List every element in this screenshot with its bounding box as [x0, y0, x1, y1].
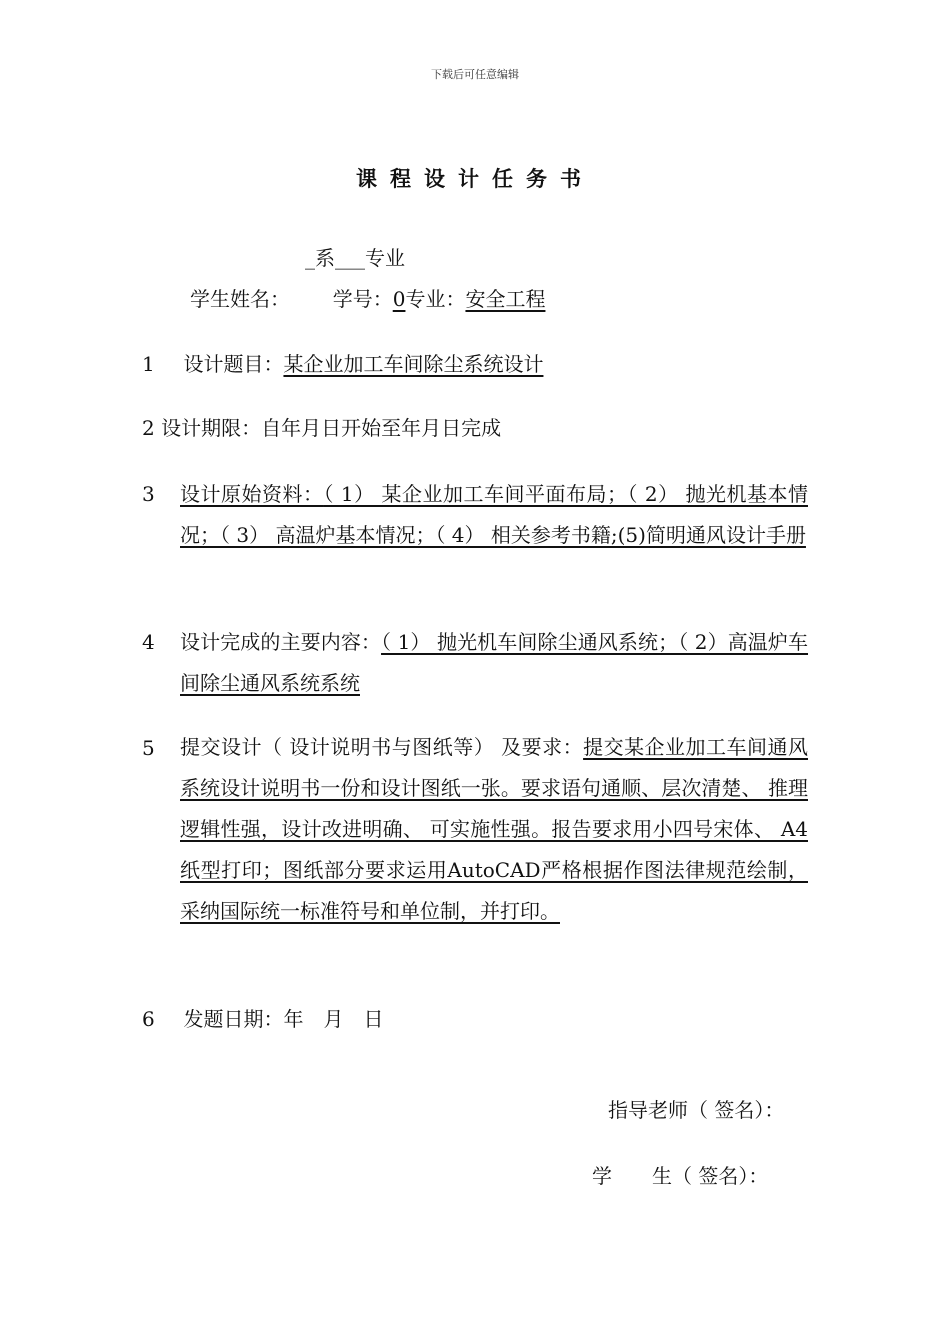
item-label: 发题日期：	[183, 1007, 284, 1031]
student-id-value: 0	[392, 287, 406, 311]
department-line	[305, 244, 405, 272]
item-number: 2	[142, 416, 155, 440]
student-line	[190, 285, 545, 313]
item-label: 设计题目：	[183, 352, 284, 376]
item-5	[180, 727, 808, 932]
item-number: 4	[142, 630, 155, 654]
header-note: 下载后可任意编辑	[431, 68, 519, 81]
item-content: 提交某企业加工车间通风系统设计说明书一份和设计图纸一张。要求语句通顺、层次清楚、 推理逻辑性强，设计改进明确、 可实施性强。报告要求用小四号宋体、 A4纸型打印；图纸部分要求运用AutoCAD严格根据作图法律规范绘制，采纳国际统一标准符号和单位制，并打印。	[180, 735, 809, 923]
item-6	[142, 1005, 383, 1033]
major-field-label: 专业：	[405, 287, 466, 311]
student-signature: 学 生（ 签名）：	[592, 1164, 769, 1188]
student-name-label: 学生姓名：	[190, 287, 290, 311]
item-number: 6	[142, 1007, 155, 1031]
document-title: 课程设计任务书	[356, 166, 594, 191]
item-number: 5	[142, 736, 155, 760]
item-content: （ 1） 抛光机车间除尘通风系统；（ 2）高温炉车间除尘通风系统系统	[180, 630, 809, 695]
item-3	[180, 474, 808, 556]
item-number: 3	[142, 482, 155, 506]
item-content: 某企业加工车间除尘系统设计	[283, 352, 544, 376]
item-number: 1	[142, 352, 155, 376]
item-label: 设计期限：	[161, 416, 262, 440]
major-field-value: 安全工程	[465, 287, 546, 311]
item-1	[142, 350, 543, 378]
dept-label: 系	[315, 246, 335, 270]
item-content: （ 1） 某企业加工车间平面布局；（ 2） 抛光机基本情况；（ 3） 高温炉基本情况；（ 4） 相关参考书籍;(5)简明通风设计手册	[180, 482, 808, 547]
dept-blank: ___	[335, 246, 365, 270]
item-label: 设计原始资料：	[180, 482, 324, 506]
student-id-label: 学号：	[332, 287, 393, 311]
item-content: 自年月日开始至年月日完成	[261, 416, 502, 440]
dept-blank: _	[305, 246, 315, 270]
item-4	[180, 622, 808, 704]
item-label: 设计完成的主要内容：	[180, 630, 382, 654]
advisor-signature: 指导老师（ 签名）：	[608, 1098, 785, 1122]
item-label: 提交设计（ 设计说明书与图纸等） 及要求：	[180, 735, 584, 759]
major-label: 专业	[365, 246, 405, 270]
item-2	[142, 414, 501, 442]
item-content: 年 月 日	[283, 1007, 384, 1031]
